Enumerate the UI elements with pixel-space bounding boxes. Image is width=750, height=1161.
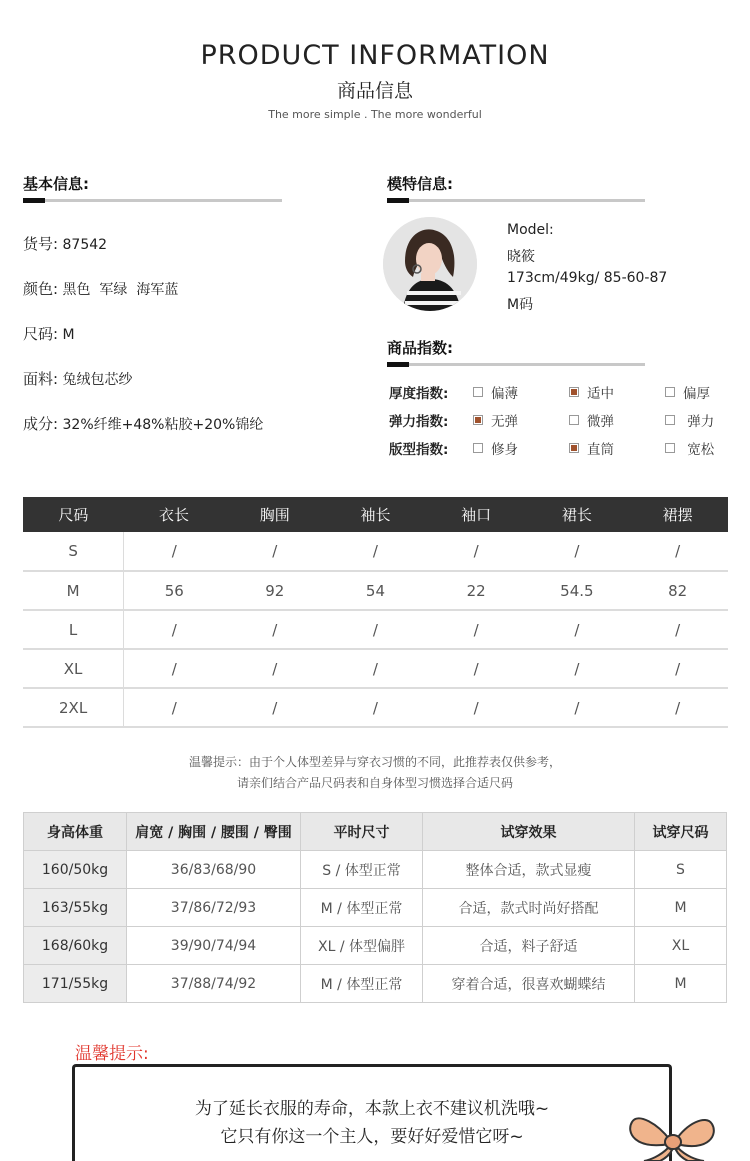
size-col-header: 尺码: [23, 497, 124, 532]
bow-decoration-icon: [620, 1110, 730, 1161]
tryon-cell: 171/55kg: [24, 965, 127, 1003]
size-tip-line1: 温馨提示：由于个人体型差异与穿衣习惯的不同，此推荐表仅供参考，: [188, 755, 561, 769]
checkbox-icon: [473, 387, 483, 397]
tryon-cell: S: [635, 851, 727, 889]
index-option: [665, 382, 710, 402]
checkbox-icon: [665, 415, 675, 425]
tryon-cell: 合适，款式时尚好搭配: [423, 889, 635, 927]
info-value: 兔绒包芯纱: [62, 372, 133, 388]
tryon-cell: 穿着合适，很喜欢蝴蝶结: [423, 965, 635, 1003]
tryon-col-header: 肩宽 / 胸围 / 腰围 / 臀围: [127, 813, 301, 851]
index-option: [569, 410, 614, 430]
page-title-cn: 商品信息: [336, 80, 413, 102]
tryon-cell: M: [635, 889, 727, 927]
info-value: 32%纤维+48%粘胶+20%锦纶: [62, 417, 264, 433]
page-title-en: PRODUCT INFORMATION: [200, 40, 550, 71]
size-cell: 22: [426, 571, 527, 610]
size-cell: /: [527, 688, 628, 727]
index-option-text: 宽松: [683, 442, 715, 458]
tryon-cell: 合适，料子舒适: [423, 927, 635, 965]
index-option-text: 适中: [587, 386, 614, 402]
info-label: 面料:: [23, 370, 59, 388]
info-row-fabric: [23, 368, 133, 389]
size-cell: /: [124, 532, 225, 571]
size-cell: /: [527, 532, 628, 571]
tryon-table: [23, 812, 727, 1003]
care-notice-title: 温馨提示:: [75, 1044, 149, 1064]
tryon-cell: 36/83/68/90: [127, 851, 301, 889]
size-cell: 82: [627, 571, 728, 610]
care-notice-line2: 它只有你这一个主人，要好好爱惜它呀~: [220, 1127, 524, 1147]
size-tip-line2: 请亲们结合产品尺码表和自身体型习惯选择合适尺码: [236, 776, 513, 790]
size-cell: /: [527, 649, 628, 688]
index-option-text: 无弹: [491, 414, 518, 430]
size-col-header: 袖口: [426, 497, 527, 532]
tryon-table-header: [24, 813, 727, 851]
index-option: [665, 410, 714, 430]
size-cell: /: [224, 532, 325, 571]
info-row-item-no: [23, 233, 107, 254]
tryon-cell: 39/90/74/94: [127, 927, 301, 965]
basic-info-divider: [23, 199, 282, 202]
size-cell: /: [124, 649, 225, 688]
tryon-cell: S / 体型正常: [301, 851, 423, 889]
size-cell: /: [224, 688, 325, 727]
tryon-table-row: [24, 889, 727, 927]
size-cell: /: [426, 610, 527, 649]
size-cell: /: [627, 610, 728, 649]
index-option-text: 偏厚: [683, 386, 710, 402]
index-option-text: 直筒: [587, 442, 614, 458]
info-label: 成分:: [23, 415, 59, 433]
index-option-text: 修身: [491, 442, 518, 458]
size-col-header: 胸围: [224, 497, 325, 532]
size-row-label: S: [23, 532, 124, 571]
index-option-text: 偏薄: [491, 386, 518, 402]
basic-info-title: 基本信息:: [23, 175, 89, 193]
model-info-title: 模特信息:: [387, 175, 453, 193]
index-label-elasticity: 弹力指数:: [389, 414, 449, 430]
tryon-cell: M / 体型正常: [301, 889, 423, 927]
size-table-row: [23, 532, 728, 571]
size-cell: /: [325, 649, 426, 688]
size-table-row: [23, 610, 728, 649]
index-option: [569, 382, 614, 402]
info-label: 颜色:: [23, 280, 59, 298]
tryon-cell: M / 体型正常: [301, 965, 423, 1003]
size-cell: /: [627, 688, 728, 727]
index-option-text: 微弹: [587, 414, 614, 430]
tryon-col-header: 身高体重: [24, 813, 127, 851]
size-cell: /: [124, 688, 225, 727]
size-table-row: [23, 649, 728, 688]
page-subtitle: The more simple . The more wonderful: [268, 108, 482, 121]
size-row-label: 2XL: [23, 688, 124, 727]
size-cell: /: [224, 649, 325, 688]
index-option: [665, 438, 714, 458]
size-row-label: L: [23, 610, 124, 649]
tryon-cell: M: [635, 965, 727, 1003]
size-cell: /: [627, 649, 728, 688]
tryon-cell: 163/55kg: [24, 889, 127, 927]
checkbox-checked-icon: [569, 387, 579, 397]
tryon-table-row: [24, 965, 727, 1003]
size-cell: /: [426, 688, 527, 727]
size-table-header: [23, 497, 728, 532]
size-cell: /: [426, 532, 527, 571]
size-row-label: M: [23, 571, 124, 610]
size-cell: /: [325, 532, 426, 571]
index-label-fit: 版型指数:: [389, 442, 449, 458]
model-measurements: 173cm/49kg/ 85-60-87: [507, 270, 668, 286]
tryon-table-row: [24, 851, 727, 889]
tryon-cell: 37/88/74/92: [127, 965, 301, 1003]
index-option: [569, 438, 614, 458]
size-col-header: 裙长: [527, 497, 628, 532]
info-row-size: [23, 323, 75, 344]
tryon-cell: 整体合适，款式显瘦: [423, 851, 635, 889]
size-table-row: [23, 571, 728, 610]
size-cell: /: [325, 610, 426, 649]
size-table-row: [23, 688, 728, 727]
tryon-cell: 37/86/72/93: [127, 889, 301, 927]
size-col-header: 衣长: [124, 497, 225, 532]
size-cell: 56: [124, 571, 225, 610]
size-cell: 54.5: [527, 571, 628, 610]
size-cell: /: [325, 688, 426, 727]
checkbox-icon: [665, 443, 675, 453]
index-option: [473, 438, 518, 458]
checkbox-icon: [569, 415, 579, 425]
checkbox-icon: [665, 387, 675, 397]
tryon-cell: XL: [635, 927, 727, 965]
product-index-divider: [387, 363, 645, 366]
model-avatar: [383, 217, 477, 311]
checkbox-icon: [473, 443, 483, 453]
model-name: 晓筱: [507, 249, 535, 265]
info-row-composition: [23, 413, 263, 434]
checkbox-checked-icon: [569, 443, 579, 453]
product-index-title: 商品指数:: [387, 339, 453, 357]
info-value: 黑色 军绿 海军蓝: [62, 282, 179, 298]
model-size: M码: [507, 297, 534, 313]
size-cell: /: [527, 610, 628, 649]
size-cell: /: [224, 610, 325, 649]
size-col-header: 裙摆: [627, 497, 728, 532]
size-cell: /: [426, 649, 527, 688]
size-col-header: 袖长: [325, 497, 426, 532]
index-option-text: 弹力: [683, 414, 715, 430]
info-value: M: [62, 327, 75, 343]
tryon-cell: 168/60kg: [24, 927, 127, 965]
size-row-label: XL: [23, 649, 124, 688]
checkbox-checked-icon: [473, 415, 483, 425]
size-cell: 54: [325, 571, 426, 610]
tryon-table-row: [24, 927, 727, 965]
size-chart-table: [23, 497, 728, 728]
size-cell: /: [627, 532, 728, 571]
size-cell: 92: [224, 571, 325, 610]
tryon-col-header: 试穿效果: [423, 813, 635, 851]
info-value: 87542: [62, 237, 108, 253]
tryon-cell: 160/50kg: [24, 851, 127, 889]
tryon-col-header: 平时尺寸: [301, 813, 423, 851]
info-label: 尺码:: [23, 325, 59, 343]
model-label: Model:: [507, 222, 554, 238]
index-label-thickness: 厚度指数:: [389, 386, 449, 402]
tryon-col-header: 试穿尺码: [635, 813, 727, 851]
info-row-color: [23, 278, 178, 299]
index-option: [473, 410, 518, 430]
size-cell: /: [124, 610, 225, 649]
index-option: [473, 382, 518, 402]
info-label: 货号:: [23, 235, 59, 253]
tryon-cell: XL / 体型偏胖: [301, 927, 423, 965]
model-info-divider: [387, 199, 645, 202]
care-notice-line1: 为了延长衣服的寿命，本款上衣不建议机洗哦~: [194, 1099, 550, 1119]
